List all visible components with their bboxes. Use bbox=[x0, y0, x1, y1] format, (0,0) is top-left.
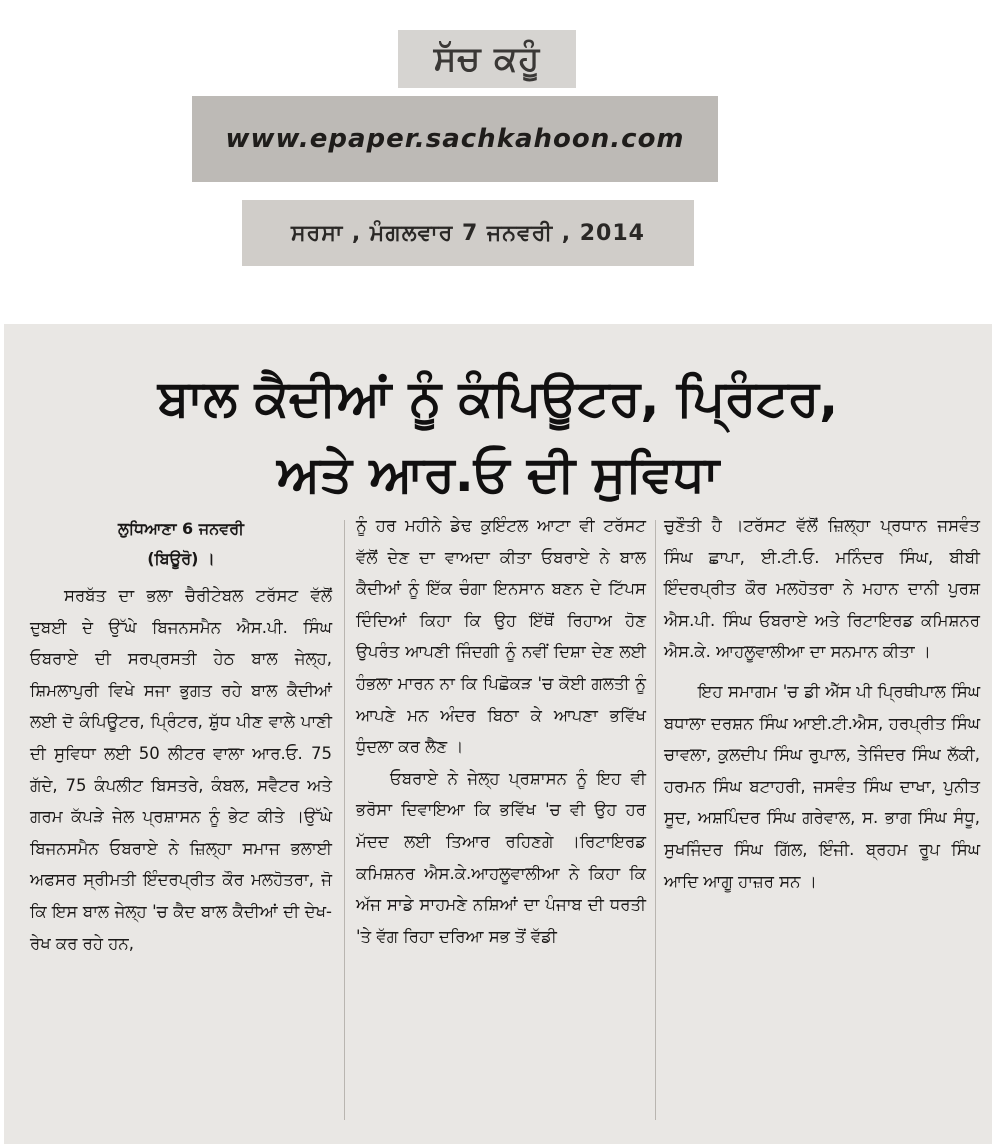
article-column-1 bbox=[30, 514, 332, 959]
publication-dateline: ਸਰਸਾ , ਮੰਗਲਵਾਰ 7 ਜਨਵਰੀ , 2014 bbox=[242, 200, 694, 266]
article-byline bbox=[30, 514, 332, 574]
article-paragraph: ਓਬਰਾਏ ਨੇ ਜੇਲ੍ਹ ਪ੍ਰਸ਼ਾਸਨ ਨੂੰ ਇਹ ਵੀ ਭਰੋਸਾ ਦਿਵਾਇਆ ਕਿ ਭਵਿੱਖ 'ਚ ਵੀ ਉਹ ਹਰ ਮੱਦਦ ਲਈ ਤਿਆਰ ਰਹਿਣਗੇ ।ਰਿਟਾਇਰਡ ਕਮਿਸ਼ਨਰ ਐਸ.ਕੇ.ਆਹਲੂਵਾਲੀਆ ਨੇ ਕਿਹਾ ਕਿ ਅੱਜ ਸਾਡੇ ਸਾਹਮਣੇ ਨਸ਼ਿਆਂ ਦਾ ਪੰਜਾਬ ਦੀ ਧਰਤੀ 'ਤੇ ਵੱਗ ਰਿਹਾ ਦਰਿਆ ਸਭ ਤੋਂ ਵੱਡੀ bbox=[356, 768, 646, 946]
article-paragraph: ਸਰਬੱਤ ਦਾ ਭਲਾ ਚੈਰੀਟੇਬਲ ਟਰੱਸਟ ਵੱਲੋਂ ਦੁਬਈ ਦੇ ਉੱਘੇ ਬਿਜਨਸਮੈਨ ਐਸ.ਪੀ. ਸਿੰਘ ਓਬਰਾਏ ਦੀ ਸਰਪ੍ਰਸਤੀ ਹੇਠ ਬਾਲ ਜੇਲ੍ਹ, ਸ਼ਿਮਲਾਪੁਰੀ ਵਿਖੇ ਸਜਾ ਭੁਗਤ ਰਹੇ ਬਾਲ ਕੈਦੀਆਂ ਲਈ ਦੋ ਕੰਪਿਊਟਰ, ਪ੍ਰਿੰਟਰ, ਸ਼ੁੱਧ ਪੀਣ ਵਾਲੇ ਪਾਣੀ ਦੀ ਸੁਵਿਧਾ ਲਈ 50 ਲੀਟਰ ਵਾਲਾ ਆਰ.ਓ. 75 ਗੱਦੇ, 75 ਕੰਪਲੀਟ ਬਿਸਤਰੇ, ਕੰਬਲ, ਸਵੈਟਰ ਅਤੇ ਗਰਮ ਕੱਪੜੇ ਜੇਲ ਪ੍ਰਸ਼ਾਸਨ ਨੂੰ ਭੇਟ ਕੀਤੇ ।ਉੱਘੇ ਬਿਜਨਸਮੈਨ ਓਬਰਾਏ ਨੇ ਜ਼ਿਲ੍ਹਾ ਸਮਾਜ ਭਲਾਈ ਅਫਸਰ ਸ੍ਰੀਮਤੀ ਇੰਦਰਪ੍ਰੀਤ ਕੌਰ ਮਲਹੋਤਰਾ, ਜੋ ਕਿ ਇਸ ਬਾਲ ਜੇਲ੍ਹ 'ਚ ਕੈਦ ਬਾਲ ਕੈਦੀਆਂ ਦੀ ਦੇਖ-ਰੇਖ ਕਰ ਰਹੇ ਹਨ, bbox=[30, 586, 332, 953]
article-headline bbox=[4, 360, 992, 512]
news-article-clipping bbox=[4, 324, 992, 1144]
epaper-website-url: www.epaper.sachkahoon.com bbox=[192, 96, 718, 182]
article-column-3 bbox=[664, 510, 980, 897]
article-paragraph: ਇਹ ਸਮਾਗਮ 'ਚ ਡੀ ਐੱਸ ਪੀ ਪ੍ਰਿਥੀਪਾਲ ਸਿੰਘ ਬਧਾਲਾ ਦਰਸ਼ਨ ਸਿੰਘ ਆਈ.ਟੀ.ਐਸ, ਹਰਪ੍ਰੀਤ ਸਿੰਘ ਚਾਵਲਾ, ਕੁਲਦੀਪ ਸਿੰਘ ਰੁਪਾਲ, ਤੇਜਿੰਦਰ ਸਿੰਘ ਲੱਕੀ, ਹਰਮਨ ਸਿੰਘ ਬਟਾਹਰੀ, ਜਸਵੰਤ ਸਿੰਘ ਦਾਖਾ, ਪੁਨੀਤ ਸੂਦ, ਅਸ਼ਪਿੰਦਰ ਸਿੰਘ ਗਰੇਵਾਲ, ਸ. ਭਾਗ ਸਿੰਘ ਸੰਧੂ, ਸੁਖਜਿੰਦਰ ਸਿੰਘ ਗਿੱਲ, ਇੰਜੀ. ਬ੍ਰਹਮ ਰੂਪ ਸਿੰਘ ਆਦਿ ਆਗੂ ਹਾਜ਼ਰ ਸਨ । bbox=[664, 681, 980, 891]
column-divider bbox=[655, 520, 656, 1120]
newspaper-masthead: ਸੱਚ ਕਹੂੰ bbox=[398, 30, 576, 88]
column-divider bbox=[344, 520, 345, 1120]
article-paragraph: ਚੁਣੌਤੀ ਹੈ ।ਟਰੱਸਟ ਵੱਲੋਂ ਜ਼ਿਲ੍ਹਾ ਪ੍ਰਧਾਨ ਜਸਵੰਤ ਸਿੰਘ ਛਾਪਾ, ਈ.ਟੀ.ਓ. ਮਨਿੰਦਰ ਸਿੰਘ, ਬੀਬੀ ਇੰਦਰਪ੍ਰੀਤ ਕੌਰ ਮਲਹੋਤਰਾ ਨੇ ਮਹਾਨ ਦਾਨੀ ਪੁਰਸ਼ ਐਸ.ਪੀ. ਸਿੰਘ ਓਬਰਾਏ ਅਤੇ ਰਿਟਾਇਰਡ ਕਮਿਸ਼ਨਰ ਐਸ.ਕੇ. ਆਹਲੂਵਾਲੀਆ ਦਾ ਸਨਮਾਨ ਕੀਤਾ । bbox=[664, 516, 980, 662]
headline-line-1: ਬਾਲ ਕੈਦੀਆਂ ਨੂੰ ਕੰਪਿਊਟਰ, ਪ੍ਰਿੰਟਰ, bbox=[157, 369, 839, 427]
article-column-2 bbox=[356, 510, 646, 952]
headline-line-2: ਅਤੇ ਆਰ.ਓ ਦੀ ਸੁਵਿਧਾ bbox=[276, 445, 720, 503]
byline-agency: (ਬਿਊਰੋ) । bbox=[147, 549, 215, 568]
article-paragraph: ਨੂੰ ਹਰ ਮਹੀਨੇ ਡੇਢ ਕੁਇੰਟਲ ਆਟਾ ਵੀ ਟਰੱਸਟ ਵੱਲੋਂ ਦੇਣ ਦਾ ਵਾਅਦਾ ਕੀਤਾ ਓਬਰਾਏ ਨੇ ਬਾਲ ਕੈਦੀਆਂ ਨੂੰ ਇੱਕ ਚੰਗਾ ਇਨਸਾਨ ਬਣਨ ਦੇ ਟਿੱਪਸ ਦਿੰਦਿਆਂ ਕਿਹਾ ਕਿ ਉਹ ਇੱਥੋਂ ਰਿਹਾਅ ਹੋਣ ਉਪਰੰਤ ਆਪਣੀ ਜਿੰਦਗੀ ਨੂੰ ਨਵੀਂ ਦਿਸ਼ਾ ਦੇਣ ਲਈ ਹੰਭਲਾ ਮਾਰਨ ਨਾ ਕਿ ਪਿਛੋਕੜ 'ਚ ਕੋਈ ਗਲਤੀ ਨੂੰ ਆਪਣੇ ਮਨ ਅੰਦਰ ਬਿਠਾ ਕੇ ਆਪਣਾ ਭਵਿੱਖ ਧੁੰਦਲਾ ਕਰ ਲੈਣ । bbox=[356, 516, 646, 757]
byline-place-date: ਲੁਧਿਆਣਾ 6 ਜਨਵਰੀ bbox=[118, 519, 244, 538]
